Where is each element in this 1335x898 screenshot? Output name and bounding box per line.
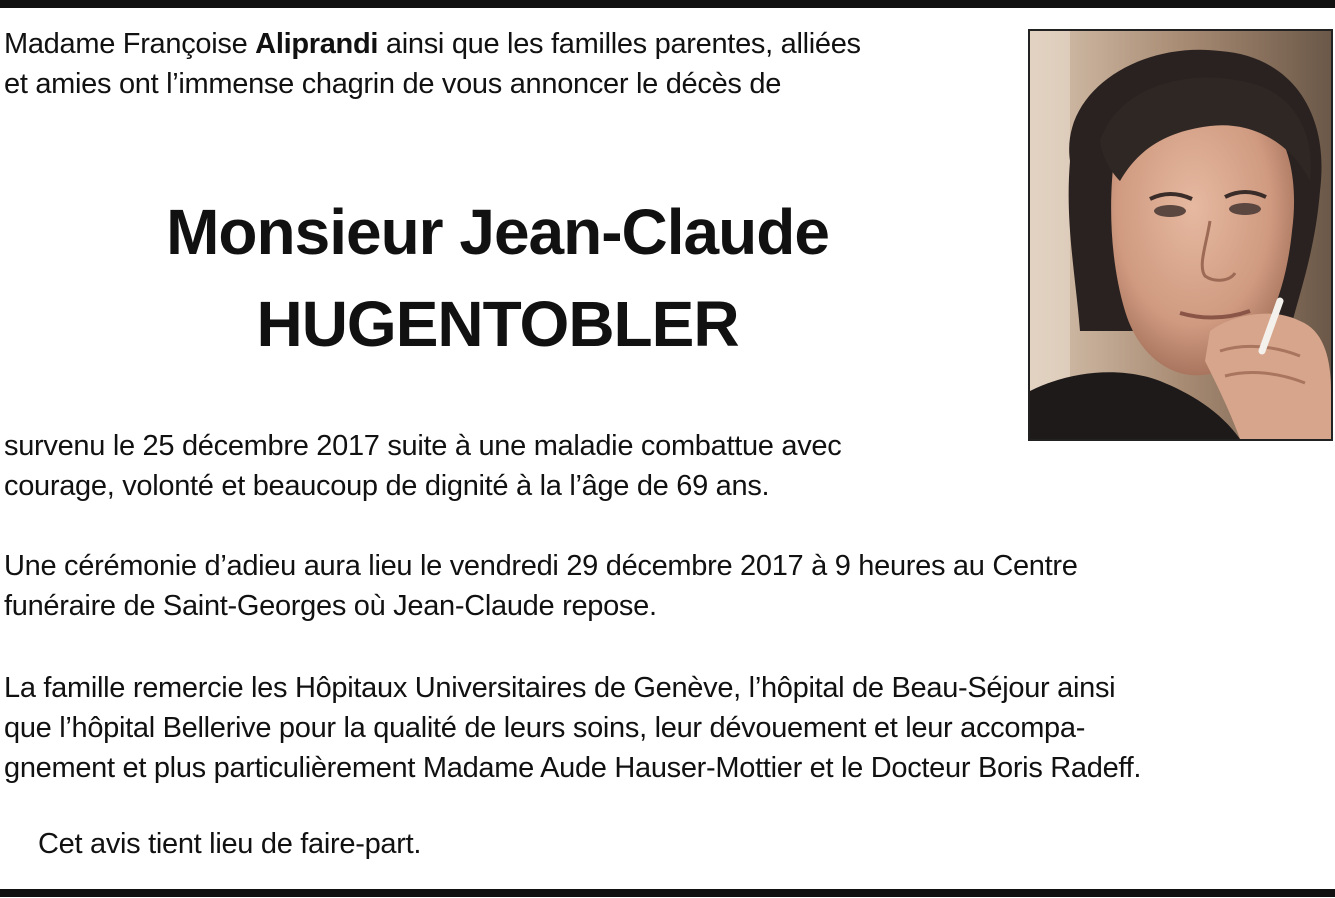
thanks-line-2: que l’hôpital Bellerive pour la qualité de leurs soins, leur dévouement et leur accompa- [4,712,1086,744]
intro-line-1-end: ainsi que les familles parentes, alliées [378,28,861,60]
thanks-line-1: La famille remercie les Hôpitaux Universitaires de Genève, l’hôpital de Beau-Séjour ainsi [4,672,1116,704]
deceased-surname: HUGENTOBLER [256,288,739,360]
deceased-name [0,186,995,370]
closing-note: Cet avis tient lieu de faire-part. [38,828,422,860]
deceased-name-line-1: Monsieur Jean-Claude [166,196,829,268]
thanks-paragraph [4,668,1141,788]
circumstances-paragraph [4,426,841,506]
circumstances-line-1: survenu le 25 décembre 2017 suite à une maladie combattue avec [4,430,842,462]
intro-line-1-start: Madame Françoise [4,28,256,60]
portrait-photo [1028,29,1333,441]
circumstances-line-2: courage, volonté et beaucoup de dignité à la l’âge de 69 ans. [4,470,770,502]
ceremony-paragraph [4,546,1078,626]
intro-line-2: et amies ont l’immense chagrin de vous annoncer le décès de [4,68,782,100]
top-rule [0,0,1335,8]
intro-text [4,24,861,104]
bottom-rule [0,889,1335,897]
portrait-image [1030,31,1331,439]
intro-line-1 [4,28,861,60]
ceremony-line-2: funéraire de Saint-Georges où Jean-Claude repose. [4,590,657,622]
intro-family-name: Aliprandi [255,28,379,60]
thanks-line-3: gnement et plus particulièrement Madame Aude Hauser-Mottier et le Docteur Boris Radeff. [4,752,1142,784]
ceremony-line-1: Une cérémonie d’adieu aura lieu le vendredi 29 décembre 2017 à 9 heures au Centre [4,550,1078,582]
